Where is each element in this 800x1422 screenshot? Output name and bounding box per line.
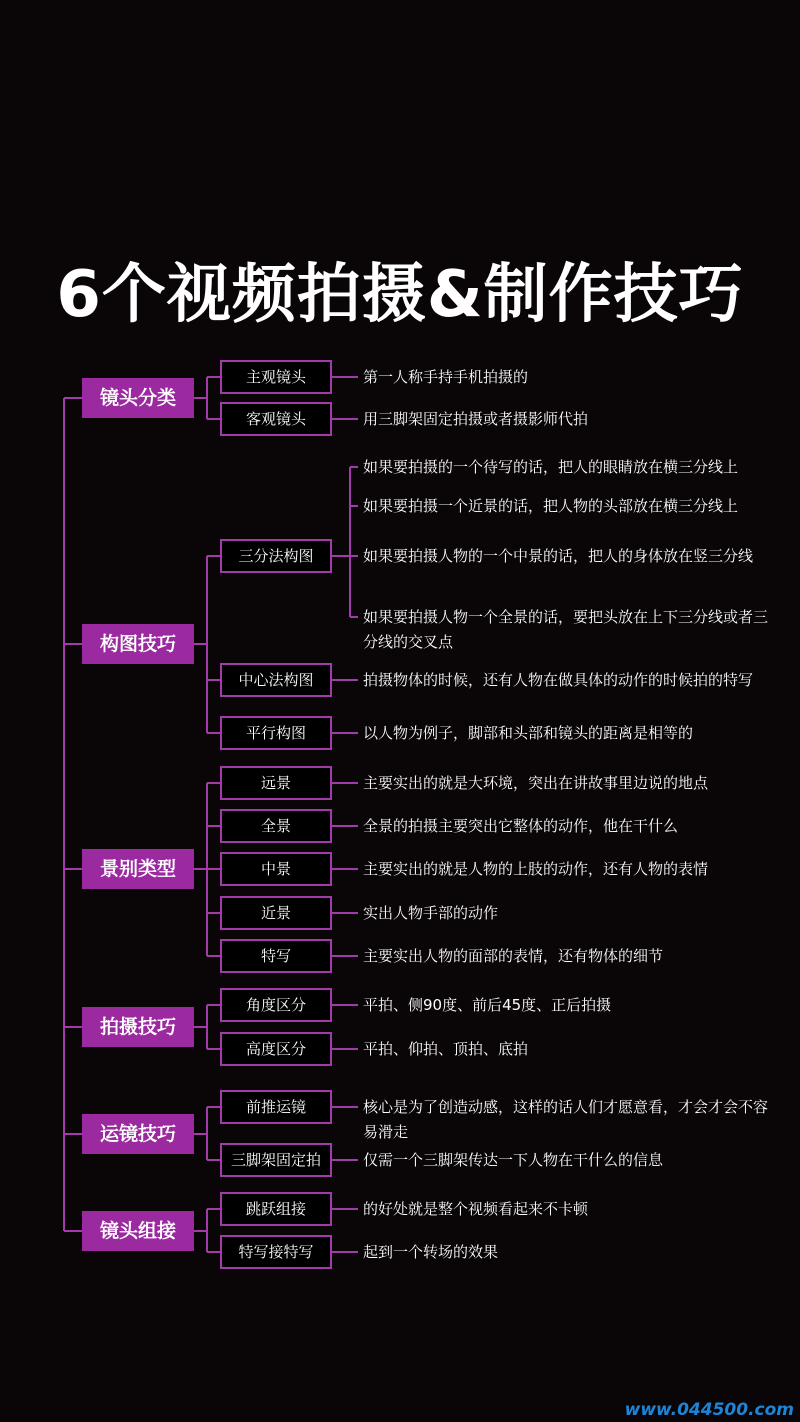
subtopic-5-2: 三脚架固定拍 [220, 1143, 332, 1177]
description-6-1-1: 的好处就是整个视频看起来不卡顿 [363, 1200, 589, 1218]
category-1: 镜头分类 [82, 378, 194, 418]
subtopic-1-1: 主观镜头 [220, 360, 332, 394]
subtopic-4-1: 角度区分 [220, 988, 332, 1022]
category-3: 景别类型 [82, 849, 194, 889]
category-6: 镜头组接 [82, 1211, 194, 1251]
description-2-1-3: 如果要拍摄人物的一个中景的话，把人的身体放在竖三分线 [363, 547, 754, 565]
description-4-1-1: 平拍、侧90度、前后45度、正后拍摄 [363, 996, 612, 1014]
description-6-2-1: 起到一个转场的效果 [363, 1243, 499, 1261]
subtopic-2-3: 平行构图 [220, 716, 332, 750]
description-3-1-1: 主要实出的就是大环境，突出在讲故事里边说的地点 [363, 774, 709, 792]
category-5: 运镜技巧 [82, 1114, 194, 1154]
subtopic-3-3: 中景 [220, 852, 332, 886]
subtopic-2-1: 三分法构图 [220, 539, 332, 573]
description-2-3-1: 以人物为例子，脚部和头部和镜头的距离是相等的 [363, 724, 694, 742]
description-1-1-1: 第一人称手持手机拍摄的 [363, 368, 529, 386]
description-3-2-1: 全景的拍摄主要突出它整体的动作，他在干什么 [363, 817, 679, 835]
subtopic-5-1: 前推运镜 [220, 1090, 332, 1124]
category-2: 构图技巧 [82, 624, 194, 664]
description-5-2-1: 仅需一个三脚架传达一下人物在干什么的信息 [363, 1151, 664, 1169]
page-title: 6个视频拍摄&制作技巧 [56, 258, 744, 332]
subtopic-3-2: 全景 [220, 809, 332, 843]
subtopic-4-2: 高度区分 [220, 1032, 332, 1066]
subtopic-6-1: 跳跃组接 [220, 1192, 332, 1226]
description-1-2-1: 用三脚架固定拍摄或者摄影师代拍 [363, 410, 589, 428]
description-2-1-4: 如果要拍摄人物一个全景的话，要把头放在上下三分线或者三分线的交叉点 [363, 608, 769, 651]
subtopic-3-4: 近景 [220, 896, 332, 930]
description-2-2-1: 拍摄物体的时候，还有人物在做具体的动作的时候拍的特写 [363, 671, 754, 689]
category-4: 拍摄技巧 [82, 1007, 194, 1047]
description-2-1-2: 如果要拍摄一个近景的话，把人物的头部放在横三分线上 [363, 497, 739, 515]
description-3-5-1: 主要实出人物的面部的表情，还有物体的细节 [363, 947, 664, 965]
subtopic-3-1: 远景 [220, 766, 332, 800]
watermark: www.044500.com [624, 1400, 794, 1420]
subtopic-2-2: 中心法构图 [220, 663, 332, 697]
description-5-1-1: 核心是为了创造动感，这样的话人们才愿意看，才会才会不容易滑走 [363, 1098, 769, 1141]
description-4-2-1: 平拍、仰拍、顶拍、底拍 [363, 1040, 529, 1058]
subtopic-3-5: 特写 [220, 939, 332, 973]
subtopic-6-2: 特写接特写 [220, 1235, 332, 1269]
description-3-4-1: 实出人物手部的动作 [363, 904, 499, 922]
description-2-1-1: 如果要拍摄的一个待写的话，把人的眼睛放在横三分线上 [363, 458, 739, 476]
description-3-3-1: 主要实出的就是人物的上肢的动作，还有人物的表情 [363, 860, 709, 878]
subtopic-1-2: 客观镜头 [220, 402, 332, 436]
